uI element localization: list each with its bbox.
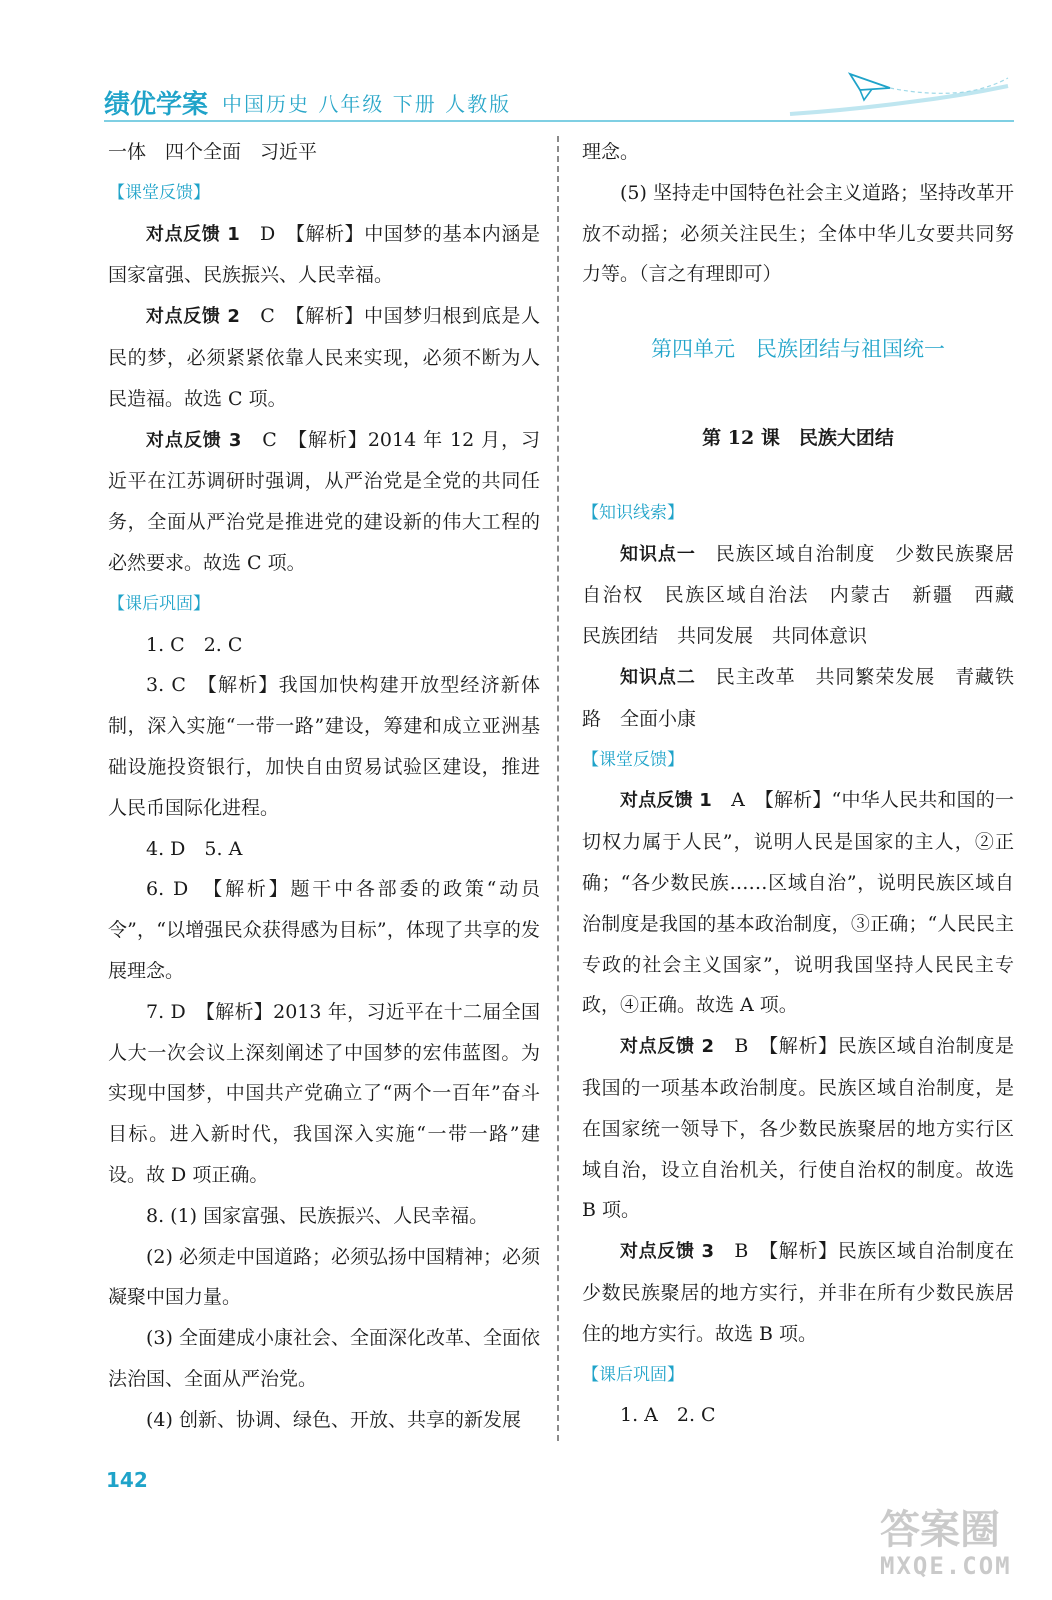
item-label: 知识点一	[620, 543, 696, 565]
paragraph-text: (2) 必须走中国道路；必须弘扬中国精神；必须凝聚中国力量。	[108, 1245, 540, 1309]
page-number: 142	[106, 1468, 148, 1492]
paragraph	[108, 1318, 540, 1400]
paragraph-text: D 【解析】中国梦的基本内涵是国家富强、民族振兴、人民幸福。	[108, 222, 540, 287]
item-label: 对点反馈 1	[146, 223, 240, 245]
section-heading	[582, 740, 1014, 781]
page-header	[0, 0, 1052, 130]
paper-plane-icon	[760, 66, 1010, 116]
paragraph	[108, 869, 540, 991]
lesson-title: 第 12 课 民族大团结	[702, 426, 894, 449]
paragraph	[108, 296, 540, 419]
watermark-bottom: MXQE.COM	[880, 1552, 1012, 1580]
paragraph-text: 【课后巩固】	[108, 593, 210, 614]
paragraph	[108, 992, 540, 1196]
paragraph-text: 7. D 【解析】2013 年，习近平在十二届全国人大一次会议上深刻阐述了中国梦的宏伟蓝图。为实现中国梦，中国共产党确立了“两个一百年”奋斗目标。进入新时代，我国深入实施“一带一路”建设。故 D 项正确。	[108, 1000, 540, 1186]
paragraph	[582, 1231, 1014, 1354]
section-heading	[108, 584, 540, 625]
header-rule	[104, 120, 1014, 122]
paragraph	[582, 657, 1014, 740]
column-divider	[557, 136, 559, 1441]
watermark	[880, 1508, 1030, 1588]
paragraph	[582, 1395, 1014, 1436]
paragraph-text: (3) 全面建成小康社会、全面深化改革、全面依法治国、全面从严治党。	[108, 1327, 540, 1390]
paragraph-text: 民族区域自治制度 少数民族聚居 自治权 民族区域自治法 内蒙古 新疆 西藏 民族团结 共同发展 共同体意识	[582, 542, 1034, 648]
paragraph-text: 【知识线索】	[582, 502, 684, 523]
item-label: 对点反馈 2	[146, 306, 240, 328]
item-label: 对点反馈 3	[620, 1241, 715, 1263]
paragraph	[108, 420, 540, 584]
paragraph-text: 理念。	[582, 141, 640, 163]
right-top-block	[582, 132, 1014, 295]
paragraph-text: 8. (1) 国家富强、民族振兴、人民幸福。	[146, 1204, 489, 1227]
paragraph	[108, 1196, 540, 1237]
section-heading	[582, 1355, 1014, 1396]
paragraph-text: 4. D 5. A	[146, 837, 243, 860]
item-label: 对点反馈 3	[146, 429, 242, 451]
section-heading	[582, 493, 1014, 534]
paragraph-text: 【课堂反馈】	[582, 749, 684, 770]
paragraph-text: A 【解析】“中华人民共和国的一切权力属于人民”，说明人民是国家的主人，②正确；“各少数民族……区域自治”，说明民族区域自治制度是我国的基本政治制度，③正确；“人民民主专政的社会主义国家”，说明我国坚持人民民主专政，④正确。故选 A 项。	[582, 789, 1014, 1017]
paragraph	[582, 132, 1014, 173]
brand-logo: 绩优学案	[104, 90, 209, 120]
paragraph	[108, 214, 540, 297]
right-bottom-block	[582, 493, 1034, 1436]
paragraph-text: 6. D 【解析】题干中各部委的政策“动员令”，“以增强民众获得感为目标”，体现了共享的发展理念。	[108, 878, 540, 982]
paragraph-text: 3. C 【解析】我国加快构建开放型经济新体制，深入实施“一带一路”建设，筹建和成立亚洲基础设施投资银行，加快自由贸易试验区建设，推进人民币国际化进程。	[108, 674, 540, 819]
paragraph-text: B 【解析】民族区域自治制度在少数民族聚居的地方实行，并非在所有少数民族居住的地方实行。故选 B 项。	[582, 1240, 1014, 1345]
left-column	[108, 132, 540, 1441]
paragraph	[108, 665, 540, 828]
paragraph	[582, 1026, 1014, 1231]
section-heading	[108, 173, 540, 214]
paragraph	[108, 1237, 540, 1319]
paragraph-text: B 【解析】民族区域自治制度是我国的一项基本政治制度。民族区域自治制度，是在国家统一领导下，各少数民族聚居的地方实行区域自治，设立自治机关，行使自治权的制度。故选 B 项。	[582, 1035, 1014, 1222]
paragraph-text: 【课后巩固】	[582, 1364, 684, 1385]
paragraph	[582, 173, 1014, 295]
item-label: 对点反馈 2	[620, 1036, 715, 1058]
paragraph-text: C 【解析】中国梦归根到底是人民的梦，必须紧紧依靠人民来实现，必须不断为人民造福。故选 C 项。	[108, 305, 540, 410]
paragraph	[108, 1400, 540, 1441]
right-column	[582, 132, 1034, 1436]
paragraph-text: (5) 坚持走中国特色社会主义道路；坚持改革开放不动摇；必须关注民生；全体中华儿女要共同努力等。（言之有理即可）	[582, 181, 1014, 286]
item-label: 知识点二	[620, 666, 696, 688]
paragraph-text: 民主改革 共同繁荣发展 青藏铁路 全面小康	[582, 665, 1014, 730]
item-label: 对点反馈 1	[620, 790, 712, 812]
paragraph-text: 【课堂反馈】	[108, 182, 210, 203]
paragraph	[582, 534, 1034, 657]
unit-title: 第四单元 民族团结与祖国统一	[651, 337, 945, 362]
paragraph-text: 一体 四个全面 习近平	[108, 141, 318, 163]
paragraph	[108, 625, 540, 666]
paragraph	[582, 780, 1014, 1026]
paragraph-text: (4) 创新、协调、绿色、开放、共享的新发展	[146, 1408, 521, 1431]
paragraph-text: 1. A 2. C	[620, 1404, 716, 1427]
paragraph	[108, 829, 540, 870]
book-subtitle: 中国历史 八年级 下册 人教版	[222, 92, 512, 116]
paragraph-text: C 【解析】2014 年 12 月，习近平在江苏调研时强调，从严治党是全党的共同任务，全面从严治党是推进党的建设新的伟大工程的必然要求。故选 C 项。	[108, 428, 540, 574]
paragraph	[108, 132, 540, 173]
paragraph-text: 1. C 2. C	[146, 633, 243, 656]
watermark-top: 答案圈	[880, 1507, 1000, 1553]
